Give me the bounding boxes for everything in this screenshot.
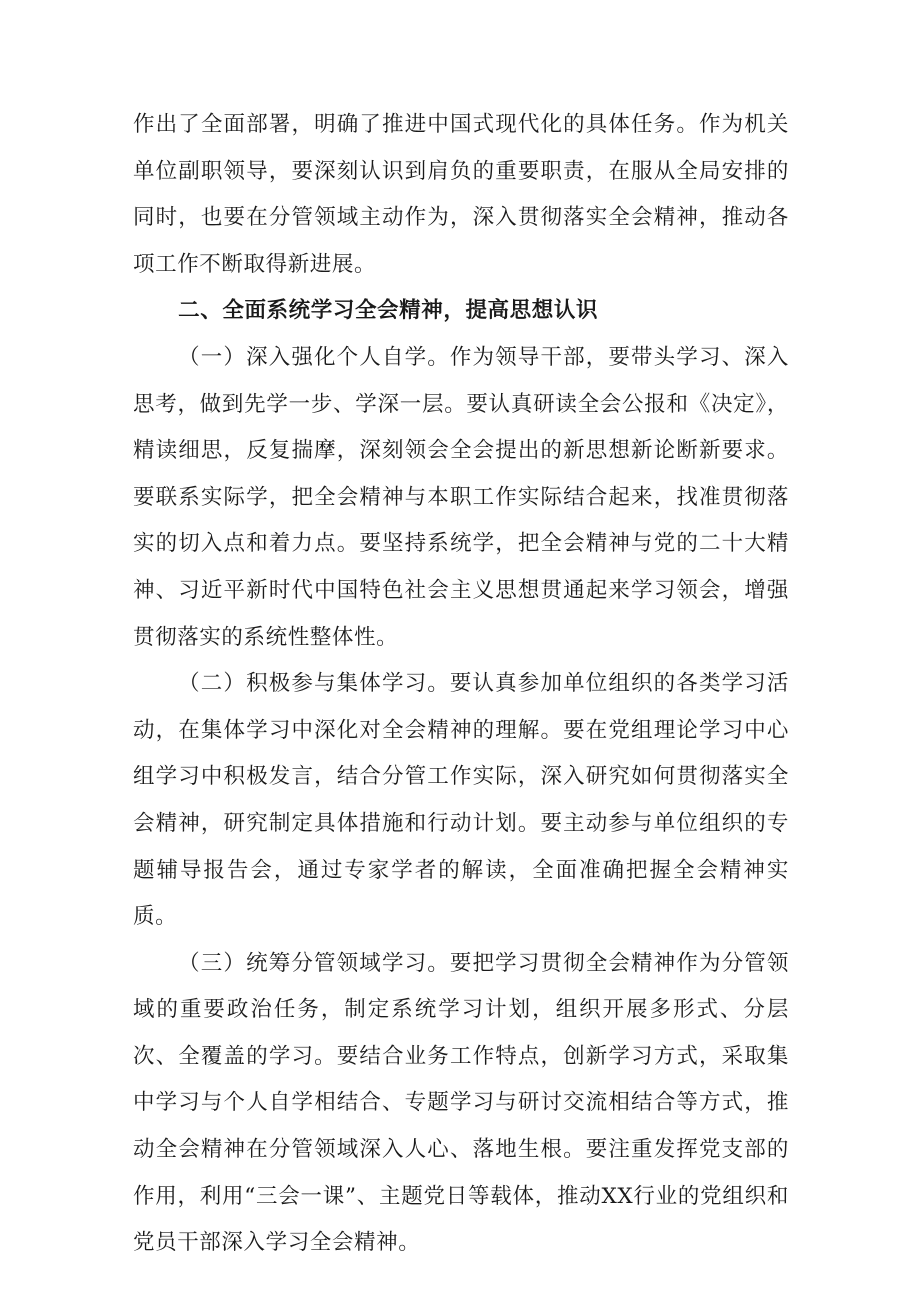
paragraph-self-study: （一）深入强化个人自学。作为领导干部，要带头学习、深入思考，做到先学一步、学深一层。要认真研读全会公报和《决定》，精读细思，反复揣摩，深刻领会全会提出的新思想新论断新要求。要联系实际学，把全会精神与本职工作实际结合起来，找准贯彻落实的切入点和着力点。要坚持系统学，把全会精神与党的二十大精神、习近平新时代中国特色社会主义思想贯通起来学习领会，增强贯彻落实的系统性整体性。 [133, 344, 789, 650]
paragraph-intro-continuation: 作出了全面部署，明确了推进中国式现代化的具体任务。作为机关单位副职领导，要深刻认识到肩负的重要职责，在服从全局安排的同时，也要在分管领域主动作为，深入贯彻落实全会精神，推动各项工作不断取得新进展。 [133, 112, 789, 277]
document-body [133, 102, 789, 1267]
section-heading: 二、全面系统学习全会精神，提高思想认识 [178, 298, 599, 324]
paragraph-field-study: （三）统筹分管领域学习。要把学习贯彻全会精神作为分管领域的重要政治任务，制定系统学习计划，组织开展多形式、分层次、全覆盖的学习。要结合业务工作特点，创新学习方式，采取集中学习与个人自学相结合、专题学习与研讨交流相结合等方式，推动全会精神在分管领域深入人心、落地生根。要注重发挥党支部的作用，利用“三会一课”、主题党日等载体，推动XX行业的党组织和党员干部深入学习全会精神。 [133, 950, 789, 1256]
paragraph-group-study: （二）积极参与集体学习。要认真参加单位组织的各类学习活动，在集体学习中深化对全会精神的理解。要在党组理论学习中心组学习中积极发言，结合分管工作实际，深入研究如何贯彻落实全会精神，研究制定具体措施和行动计划。要主动参与单位组织的专题辅导报告会，通过专家学者的解读，全面准确把握全会精神实质。 [133, 671, 789, 930]
